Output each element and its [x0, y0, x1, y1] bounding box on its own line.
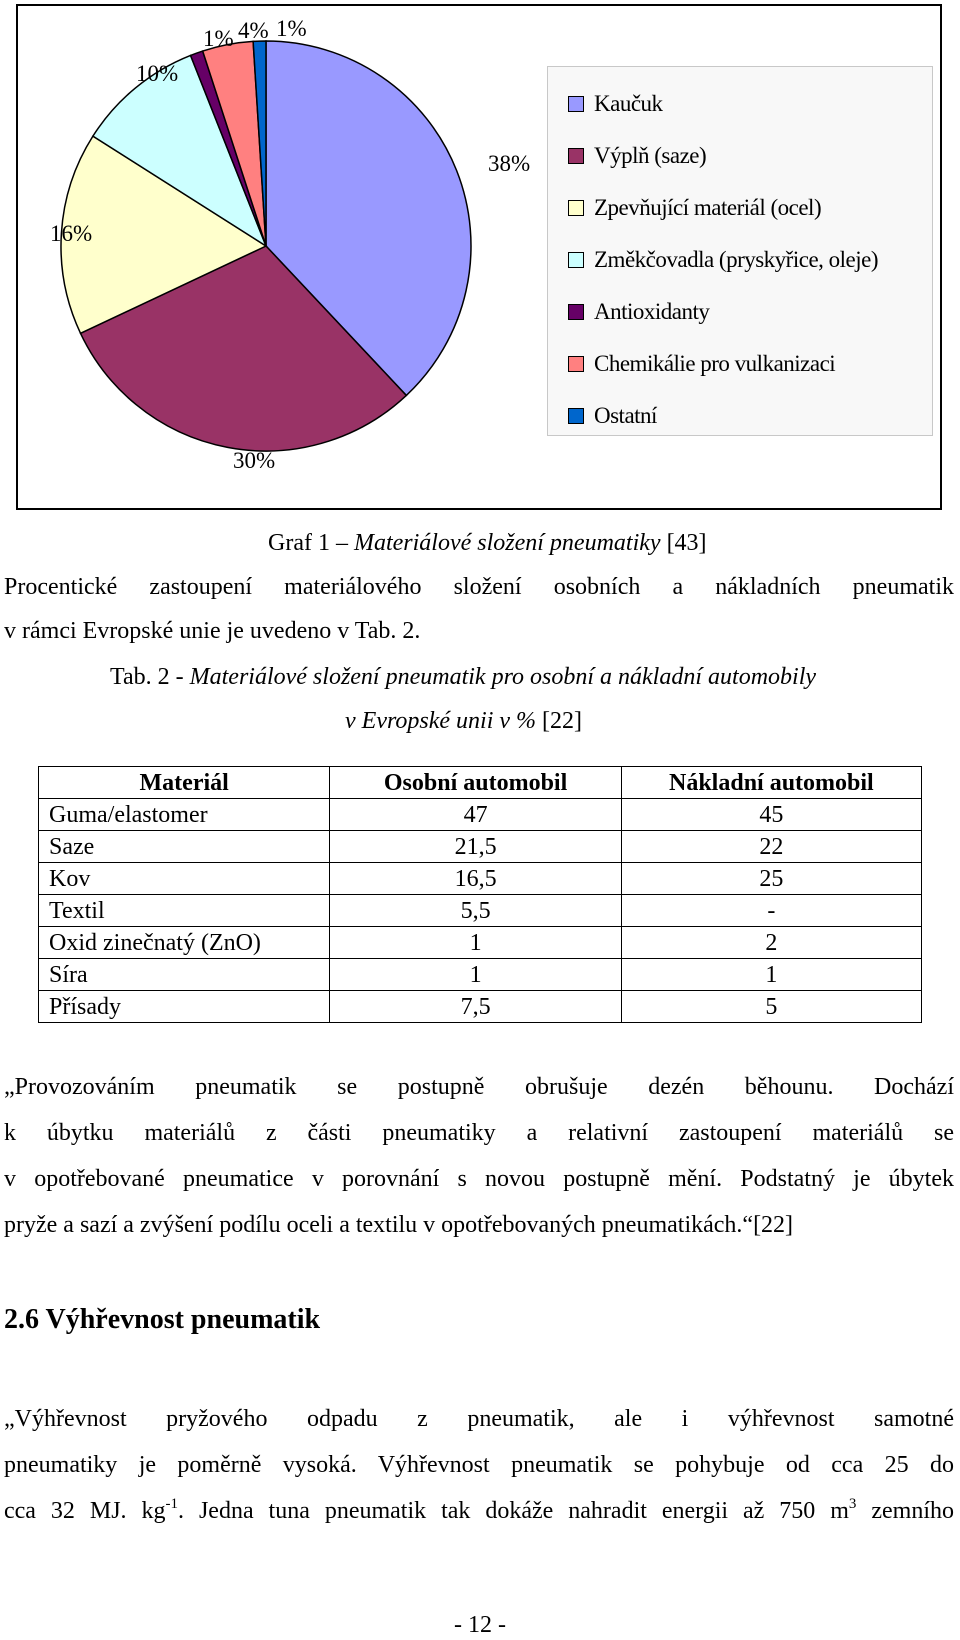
cell-nakladni: 25: [621, 863, 921, 895]
pie-slice-label: 1%: [276, 16, 307, 41]
pie-chart-frame: [16, 4, 942, 510]
legend-item: [548, 390, 932, 442]
cell-osobni: 47: [330, 799, 621, 831]
table-row: [39, 863, 922, 895]
legend-swatch: [568, 252, 584, 268]
page-number: - 12 -: [454, 1612, 506, 1638]
graph-caption-ref: [43]: [660, 530, 707, 556]
cell-osobni: 5,5: [330, 895, 621, 927]
paragraph1-line-3: v opotřebované pneumatice v porovnání s novou postupně mění. Podstatný je úbytek: [4, 1166, 954, 1192]
pie-slice-label: 30%: [233, 448, 276, 473]
header-osobni: Osobní automobil: [330, 767, 621, 799]
table-caption-title-2: v Evropské unii v %: [345, 708, 537, 734]
cell-material: Textil: [39, 895, 330, 927]
cell-material: Síra: [39, 959, 330, 991]
legend-label: Výplň (saze): [594, 143, 707, 168]
cell-nakladni: 22: [621, 831, 921, 863]
legend-item: [548, 78, 932, 130]
table-row: [39, 959, 922, 991]
legend-swatch: [568, 148, 584, 164]
cell-nakladni: 45: [621, 799, 921, 831]
cell-material: Oxid zinečnatý (ZnO): [39, 927, 330, 959]
pie-slice-label: 38%: [488, 151, 531, 176]
cell-nakladni: 5: [621, 991, 921, 1023]
graph-caption-prefix: Graf 1 –: [268, 530, 354, 556]
cell-nakladni: 2: [621, 927, 921, 959]
table-caption-title-1: Materiálové složení pneumatik pro osobní a nákladní automobily: [189, 664, 817, 690]
graph-caption: [268, 530, 707, 557]
pie-slice-label: 16%: [50, 221, 93, 246]
legend-label: Ostatní: [594, 403, 657, 428]
cell-osobni: 1: [330, 959, 621, 991]
legend-label: Chemikálie pro vulkanizaci: [594, 351, 836, 376]
intro-line-1: Procentické zastoupení materiálového složení osobních a nákladních pneumatik: [4, 574, 954, 600]
legend-item: [548, 338, 932, 390]
cell-material: Kov: [39, 863, 330, 895]
table-caption-ref: [22]: [536, 708, 583, 734]
superscript-minus-one: -1: [165, 1496, 178, 1512]
legend-label: Změkčovadla (pryskyřice, oleje): [594, 247, 879, 272]
table-row: [39, 927, 922, 959]
paragraph1-line-2: k úbytku materiálů z části pneumatiky a relativní zastoupení materiálů se: [4, 1120, 954, 1146]
table-caption-prefix: Tab. 2 -: [110, 664, 190, 690]
paragraph2-line-2: pneumatiky je poměrně vysoká. Výhřevnost pneumatik se pohybuje od cca 25 do: [4, 1452, 954, 1478]
paragraph2-line-3b: . Jedna tuna pneumatik tak dokáže nahradit energii až 750 m: [178, 1498, 849, 1524]
legend-item: [548, 286, 932, 338]
paragraph2-line-1: „Výhřevnost pryžového odpadu z pneumatik, ale i výhřevnost samotné: [4, 1406, 954, 1432]
table-row: [39, 799, 922, 831]
cell-osobni: 16,5: [330, 863, 621, 895]
paragraph2-line-3: [4, 1498, 954, 1525]
paragraph1-line-1: „Provozováním pneumatik se postupně obrušuje dezén běhounu. Dochází: [4, 1074, 954, 1100]
superscript-three: 3: [848, 1496, 857, 1512]
legend-label: Zpevňující materiál (ocel): [594, 195, 822, 220]
cell-material: Přísady: [39, 991, 330, 1023]
header-material: Materiál: [39, 767, 330, 799]
legend-swatch: [568, 408, 584, 424]
cell-material: Saze: [39, 831, 330, 863]
cell-material: Guma/elastomer: [39, 799, 330, 831]
chart-legend: [547, 66, 933, 436]
header-nakladni: Nákladní automobil: [621, 767, 921, 799]
cell-nakladni: -: [621, 895, 921, 927]
legend-item: [548, 234, 932, 286]
section-heading: 2.6 Výhřevnost pneumatik: [4, 1304, 321, 1335]
pie-slice-label: 10%: [136, 61, 179, 86]
legend-label: Kaučuk: [594, 91, 663, 116]
pie-slice-label: 4%: [238, 18, 269, 43]
cell-nakladni: 1: [621, 959, 921, 991]
legend-swatch: [568, 356, 584, 372]
paragraph1-line-4: pryže a sazí a zvýšení podílu oceli a textilu v opotřebovaných pneumatikách.“[22]: [4, 1212, 794, 1238]
paragraph2-line-3a: cca 32 MJ. kg: [4, 1498, 166, 1524]
legend-item: [548, 182, 932, 234]
legend-swatch: [568, 200, 584, 216]
legend-label: Antioxidanty: [594, 299, 710, 324]
material-table: [38, 766, 922, 1023]
cell-osobni: 21,5: [330, 831, 621, 863]
legend-item: [548, 130, 932, 182]
cell-osobni: 1: [330, 927, 621, 959]
graph-caption-title: Materiálové složení pneumatiky: [353, 530, 661, 556]
table-row: [39, 991, 922, 1023]
legend-swatch: [568, 96, 584, 112]
table-header-row: [39, 767, 922, 799]
table-caption-line-1: [110, 664, 816, 691]
intro-line-2: v rámci Evropské unie je uvedeno v Tab. 2.: [4, 618, 421, 644]
table-caption-line-2: [345, 708, 582, 735]
table-row: [39, 831, 922, 863]
paragraph2-line-3c: zemního: [856, 1498, 955, 1524]
pie-slice-label: 1%: [203, 26, 234, 51]
cell-osobni: 7,5: [330, 991, 621, 1023]
table-row: [39, 895, 922, 927]
legend-swatch: [568, 304, 584, 320]
